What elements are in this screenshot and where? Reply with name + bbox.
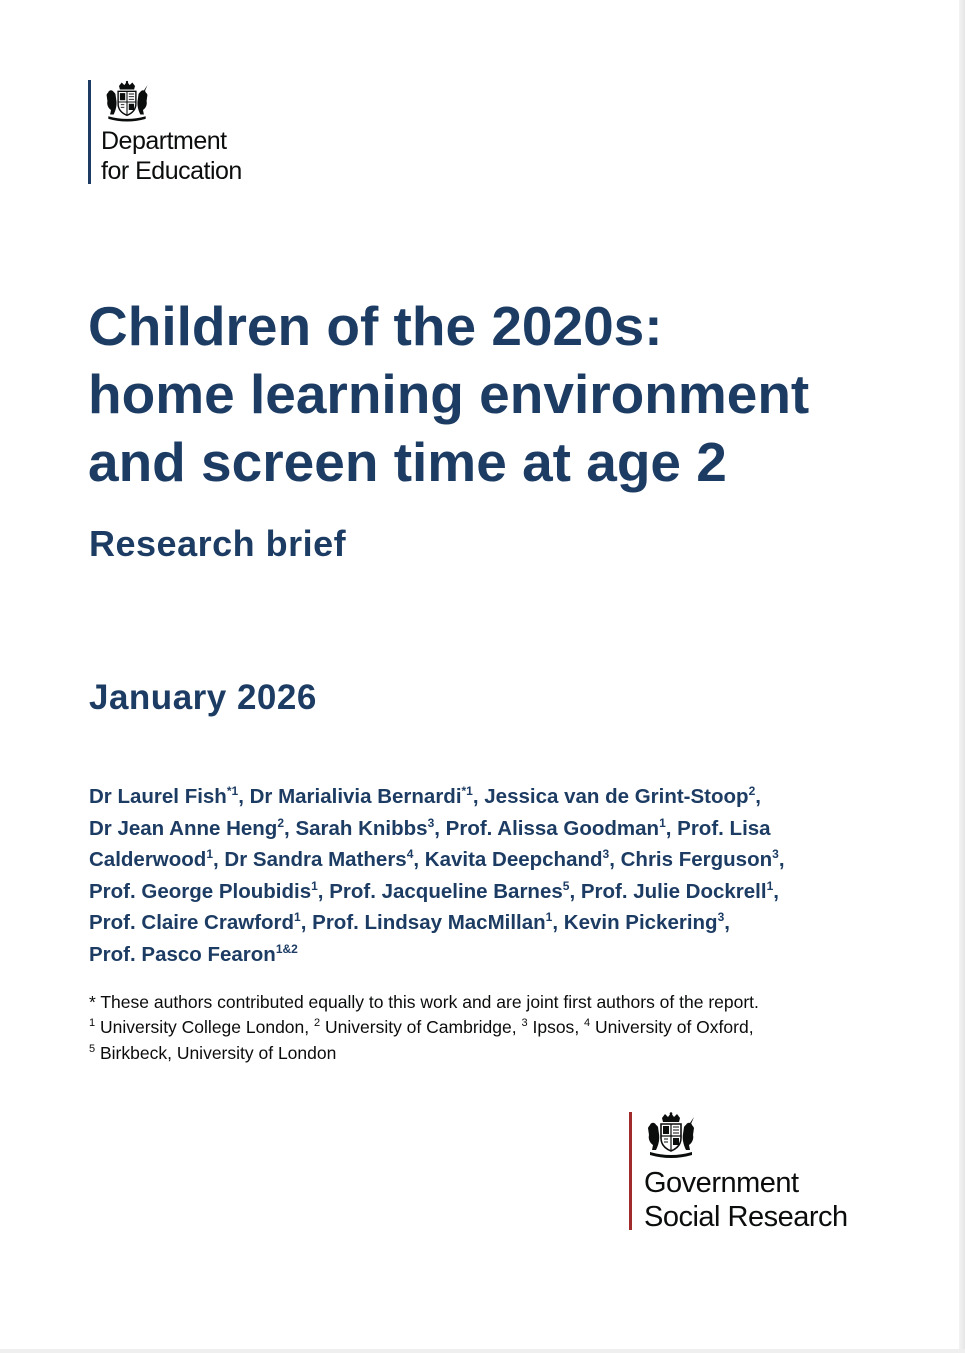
author-name: Chris Ferguson xyxy=(620,848,773,871)
author-line: Prof. Claire Crawford$^1$, Prof. Lindsay MacMillan$^1$, Kevin Pickering$^3$, xyxy=(89,910,730,934)
author-line: Prof. George Ploubidis$^1$, Prof. Jacqueline Barnes$^5$, Prof. Julie Dockrell$^1$, xyxy=(89,878,779,903)
author-affiliation-mark: 1 xyxy=(311,878,318,893)
author-affiliation-mark: 3 xyxy=(427,815,435,830)
author-affiliation-mark: 3 xyxy=(772,847,779,861)
affiliation-name: University of Oxford xyxy=(590,1016,749,1037)
author-name: Prof. Claire Crawford xyxy=(89,911,295,934)
author-affiliation-mark: 1&2 xyxy=(275,941,298,956)
affiliation-name: University College London xyxy=(95,1016,305,1037)
affiliation-mark: 3 xyxy=(521,1016,528,1029)
author-name: Prof. Lindsay MacMillan xyxy=(312,911,546,934)
author-affiliation-mark: 1 xyxy=(659,815,666,830)
author-affiliation-mark: *1 xyxy=(461,784,473,798)
author-name: Dr Marialivia Bernardi xyxy=(249,785,462,808)
author-affiliation-mark: 2 xyxy=(277,815,285,830)
author-name: Prof. Pasco Fearon xyxy=(89,942,276,966)
dfe-logo-line2: for Education xyxy=(101,157,242,185)
author-list xyxy=(89,781,889,970)
author-name: Prof. Jacqueline Barnes xyxy=(329,879,563,903)
publication-date: January 2026 xyxy=(89,678,317,717)
author-line: Calderwood$^1$, Dr Sandra Mathers$^4$, Kavita Deepchand$^3$, Chris Ferguson$^3$, xyxy=(89,847,785,871)
affiliation-name: Ipsos xyxy=(527,1016,575,1037)
affiliation-name: Birkbeck, University of London xyxy=(95,1043,337,1063)
author-name: Prof. George Ploubidis xyxy=(89,879,312,903)
author-name: Prof. Lisa xyxy=(677,816,771,840)
author-name: Prof. Julie Dockrell xyxy=(580,879,767,903)
author-line: Dr Laurel Fish$^{*1}$, Dr Marialivia Bernardi$^{*1}$, Jessica van de Grint-Stoop$^2$, xyxy=(89,784,761,808)
royal-crest-icon xyxy=(103,80,151,124)
gsr-logo-line2: Social Research xyxy=(644,1201,848,1233)
affiliation-mark: 2 xyxy=(314,1016,321,1029)
affiliations-line-1: $^1$ University College London, $^2$ University of Cambridge, $^3$ Ipsos, $^4$ University of Oxford, xyxy=(89,1016,754,1037)
dfe-logo-text xyxy=(101,126,281,186)
author-name: Prof. Alissa Goodman xyxy=(445,816,660,840)
title-line-1: Children of the 2020s: xyxy=(88,295,663,357)
author-affiliation-mark: 3 xyxy=(602,847,610,861)
document-subtitle: Research brief xyxy=(89,523,347,564)
affiliation-name: University of Cambridge xyxy=(320,1016,512,1037)
author-line: Dr Jean Anne Heng$^2$, Sarah Knibbs$^3$, Prof. Alissa Goodman$^1$, Prof. Lisa xyxy=(89,815,771,840)
equal-contribution-note: * These authors contributed equally to this work and are joint first authors of the report. xyxy=(89,992,759,1012)
author-name: Kavita Deepchand xyxy=(424,848,603,871)
author-affiliation-mark: 3 xyxy=(717,910,725,924)
royal-crest-icon xyxy=(644,1112,698,1160)
author-line xyxy=(89,939,889,971)
page-bottom-edge xyxy=(0,1349,965,1353)
affiliations-line-2 xyxy=(89,1041,889,1066)
author-name: Sarah Knibbs xyxy=(295,816,428,840)
author-affiliation-mark: 5 xyxy=(562,878,570,893)
author-affiliation-mark: 4 xyxy=(406,847,414,861)
dfe-logo xyxy=(88,80,281,184)
gsr-logo-text xyxy=(644,1166,894,1234)
document-title xyxy=(88,292,908,496)
author-affiliation-mark: 1 xyxy=(545,910,553,924)
title-line-3: and screen time at age 2 xyxy=(88,431,727,493)
author-affiliation-mark: 1 xyxy=(766,878,774,893)
page-edge-shadow xyxy=(959,0,965,1353)
author-affiliation-mark: 2 xyxy=(748,784,756,798)
author-name: Jessica van de Grint-Stoop xyxy=(484,785,749,808)
author-name: Dr Laurel Fish xyxy=(89,785,227,808)
gsr-logo xyxy=(629,1112,894,1233)
author-notes xyxy=(89,990,889,1066)
author-name: Calderwood xyxy=(89,848,207,871)
affiliation-mark: 5 xyxy=(89,1043,96,1055)
author-affiliation-mark: *1 xyxy=(226,784,239,798)
affiliation-mark: 1 xyxy=(89,1016,96,1029)
author-affiliation-mark: 1 xyxy=(206,847,214,861)
author-affiliation-mark: 1 xyxy=(294,910,301,924)
title-line-2: home learning environment xyxy=(88,363,810,425)
author-name: Kevin Pickering xyxy=(563,911,718,934)
affiliation-mark: 4 xyxy=(584,1016,591,1029)
gsr-logo-line1: Government xyxy=(644,1167,799,1199)
author-name: Dr Jean Anne Heng xyxy=(89,816,278,840)
dfe-logo-line1: Department xyxy=(101,127,227,155)
author-name: Dr Sandra Mathers xyxy=(224,848,407,871)
